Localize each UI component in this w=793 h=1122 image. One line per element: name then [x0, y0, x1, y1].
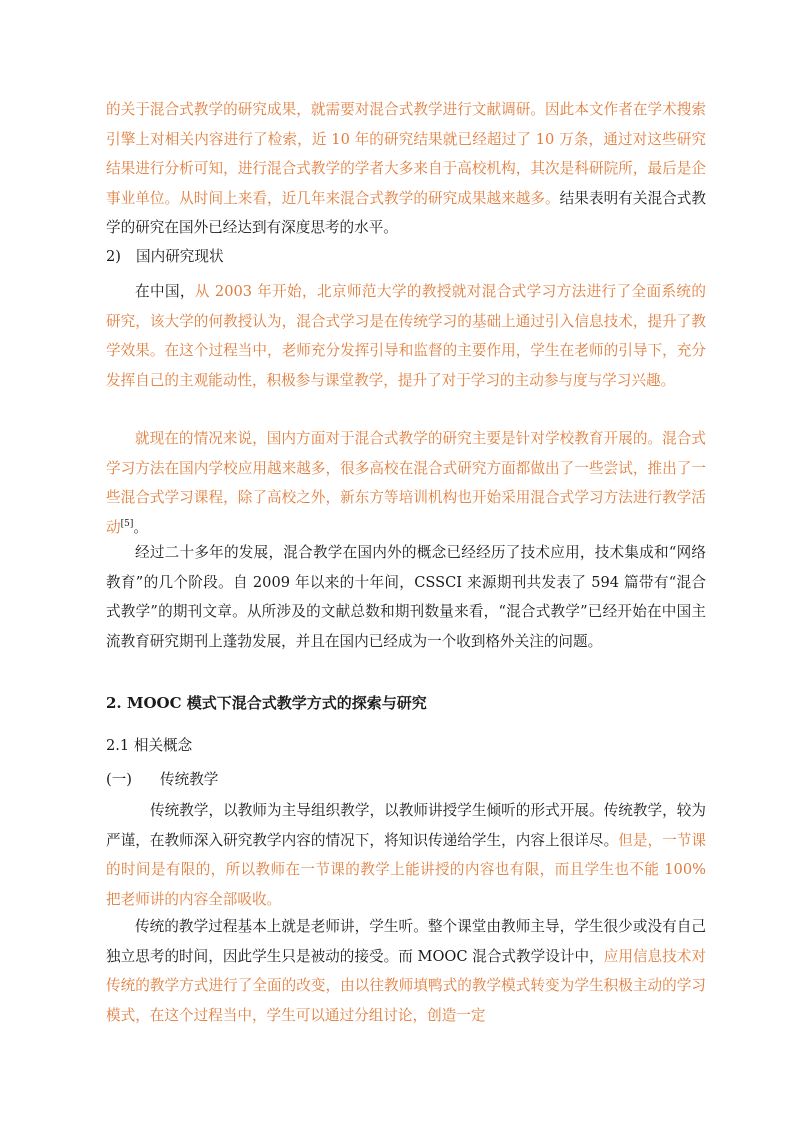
paragraph-foreign-research-summary [106, 95, 706, 243]
heading-number: 2) [106, 248, 121, 265]
heading-title: 传统教学 [160, 771, 219, 788]
highlighted-text: 从 2003 年开始，北京师范大学的教授就对混合式学习方法进行了全面系统的研究，该大学的何教授认为，混合式学习是在传统学习的基础上通过引入信息技术，提升了教学效果。在这个过程当中，老师充分发挥引导和监督的主要作用，学生在老师的引导下，充分发挥自己的主观能动性，积极参与课堂教学，提升了对于学习的主动参与度与学习兴趣。 [106, 283, 706, 389]
body-text: 结果表明有关混合式教学的研究在国外已经达到有深度思考的水平。 [106, 189, 706, 237]
heading-2-1 [106, 735, 706, 757]
body-text: 经过二十多年的发展，混合教学在国内外的概念已经经历了技术应用，技术集成和“网络教育”的几个阶段。自 2009 年以来的十年间，CSSCI 来源期刊共发表了 594 篇带有“混合式教学”的期刊文章。从所涉及的文献总数和期刊数量来看，“混合式教学”已经开始在中国主流教育研究期刊上蓬勃发展，并且在国内已经成为一个收到格外关注的问题。 [106, 544, 706, 650]
reference-marker: [5] [120, 518, 134, 529]
highlighted-text: 的关于混合式教学的研究成果，就需要对混合式教学进行文献调研。因此本文作者在学术搜索引擎上对相关内容进行了检索，近 10 年的研究结果就已经超过了 10 万条，通过对这些研究结果进行分析可知，进行混合式教学的学者大多来自于高校机构，其次是科研院所，最后是企事业单位。从时间上来看，近几年来混合式教学的研究成果越来越多。 [106, 101, 706, 207]
paragraph-domestic-current [106, 424, 706, 542]
heading-number: (一) [106, 771, 132, 788]
paragraph-development [106, 538, 706, 656]
body-text: 传统教学，以教师为主导组织教学，以教师讲授学生倾听的形式开展。传统教学，较为严谨，在教师深入研究教学内容的情况下，将知识传递给学生，内容上很详尽。 [106, 802, 706, 849]
body-text: 传统的教学过程基本上就是老师讲，学生听。整个课堂由教师主导，学生很少或没有自己独立思考的时间，因此学生只是被动的接受。而 MOOC 混合式教学设计中， [106, 918, 706, 965]
body-text: 。 [133, 518, 148, 536]
paragraph-mooc-design [106, 912, 706, 1030]
heading-section-2 [106, 692, 706, 714]
paragraph-traditional-teaching [106, 796, 706, 914]
heading-traditional-teaching [106, 769, 706, 791]
section-title: 2. MOOC 模式下混合式教学方式的探索与研究 [106, 694, 427, 712]
body-text: 在中国， [135, 283, 195, 300]
highlighted-text: 但是，一节课的时间是有限的，所以教师在一节课的教学上能讲授的内容也有限，而且学生也不能 100%把老师讲的内容全部吸收。 [106, 831, 706, 908]
paragraph-domestic-history [106, 277, 706, 395]
subsection-title: 2.1 相关概念 [106, 737, 193, 754]
heading-title: 国内研究现状 [136, 248, 224, 265]
highlighted-text: 就现在的情况来说，国内方面对于混合式教学的研究主要是针对学校教育开展的。混合式学习方法在国内学校应用越来越多，很多高校在混合式研究方面都做出了一些尝试，推出了一些混合式学习课程，除了高校之外，新东方等培训机构也开始采用混合式学习方法进行教学活动 [106, 430, 706, 536]
highlighted-text: 应用信息技术对传统的教学方式进行了全面的改变，由以往教师填鸭式的教学模式转变为学生积极主动的学习模式，在这个过程当中，学生可以通过分组讨论，创造一定 [106, 947, 706, 1024]
heading-domestic-research [106, 246, 706, 268]
